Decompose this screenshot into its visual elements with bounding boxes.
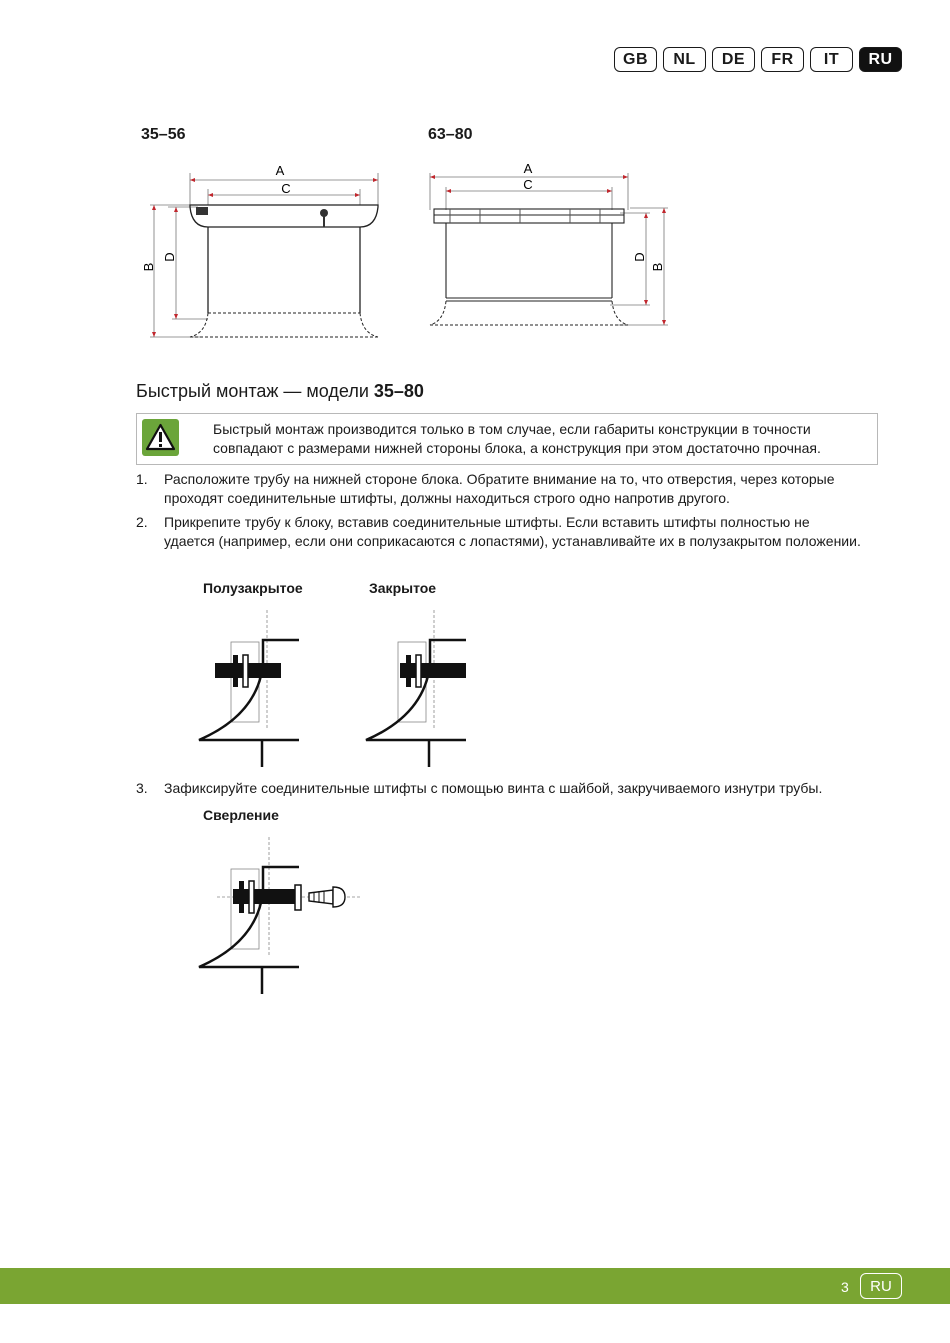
step-number: 3. xyxy=(136,780,148,796)
lang-tab-de[interactable]: DE xyxy=(712,47,755,72)
dimension-diagram-small xyxy=(140,155,390,345)
dim-label-d: D xyxy=(162,252,177,262)
warning-text: Быстрый монтаж производится только в том случае, если габариты конструкции в точности совпадают с размерами нижней стороны блока, а конструкция при этом достаточно прочная. xyxy=(213,421,821,456)
step-number: 1. xyxy=(136,471,148,487)
figure-label-drilling: Сверление xyxy=(203,807,279,823)
dim-label-b-large: B xyxy=(650,262,665,272)
warning-triangle-icon xyxy=(142,419,179,456)
language-tabs xyxy=(614,47,902,72)
lang-tab-ru[interactable]: RU xyxy=(859,47,902,72)
dim-label-a-large: A xyxy=(523,161,533,176)
step-number: 2. xyxy=(136,514,148,530)
footer-bar xyxy=(0,1268,950,1304)
section-title: Быстрый монтаж — модели 35–80 xyxy=(136,381,424,401)
figure-label-closed: Закрытое xyxy=(369,580,437,596)
dim-label-a: A xyxy=(275,163,285,178)
pin-closed-figure xyxy=(360,605,470,770)
lang-tab-nl[interactable]: NL xyxy=(663,47,706,72)
step-text: Зафиксируйте соединительные штифты с помощью винта с шайбой, закручиваемого изнутри трубы. xyxy=(164,780,823,796)
footer-lang-badge: RU xyxy=(860,1273,902,1299)
model-label-small: 35–56 xyxy=(141,126,186,143)
dimension-diagram-large xyxy=(420,155,670,345)
warning-box xyxy=(136,413,878,465)
step-text: Расположите трубу на нижней стороне блока. Обратите внимание на то, что отверстия, через которые проходят соединительные штифты, должны находиться строго одно напротив другого. xyxy=(164,471,835,506)
dim-label-b: B xyxy=(141,262,156,272)
screw-icon xyxy=(309,887,345,907)
model-label-large: 63–80 xyxy=(428,126,473,143)
drilling-figure xyxy=(195,832,370,997)
lang-tab-gb[interactable]: GB xyxy=(614,47,657,72)
lang-tab-it[interactable]: IT xyxy=(810,47,853,72)
figure-label-half-closed: Полузакрытое xyxy=(203,580,303,596)
page-number: 3 xyxy=(841,1279,849,1295)
dim-label-c-large: C xyxy=(523,177,533,192)
dim-label-c: C xyxy=(281,181,291,196)
dim-label-d-large: D xyxy=(632,252,647,262)
step-text: Прикрепите трубу к блоку, вставив соединительные штифты. Если вставить штифты полностью не удается (например, если они соприкасаются с лопастями), устанавливайте их в полузакрытом положении. xyxy=(164,514,861,549)
pin-half-closed-figure xyxy=(195,605,305,770)
lang-tab-fr[interactable]: FR xyxy=(761,47,804,72)
